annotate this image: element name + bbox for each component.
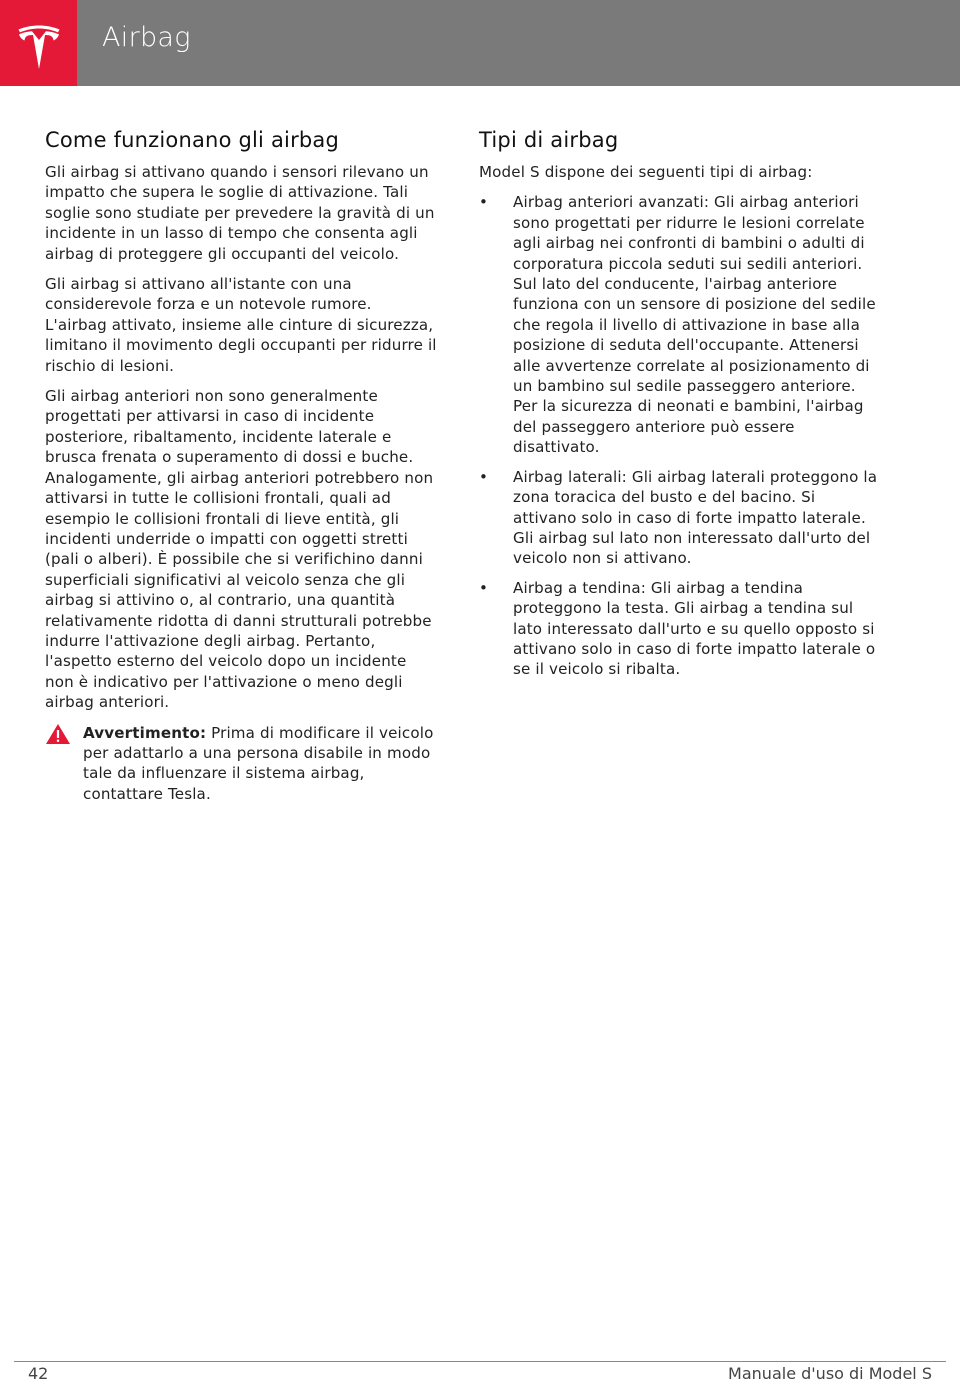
- tesla-logo-icon: [16, 17, 62, 69]
- warning-triangle-icon: [45, 723, 71, 745]
- footer-divider: [14, 1361, 946, 1362]
- tesla-logo: [0, 0, 77, 86]
- paragraph: Gli airbag si attivano all'istante con una considerevole forza e un notevole rumore. L'airbag attivato, insieme alle cinture di sicurezza, limitano il movimento degli occupanti per ridurre il rischio di lesioni.: [45, 275, 437, 375]
- bullet-icon: •: [479, 467, 489, 486]
- bullet-icon: •: [479, 578, 489, 597]
- warning-callout: [45, 723, 437, 805]
- intro-text: Model S dispone dei seguenti tipi di airbag:: [479, 163, 813, 181]
- list-item: • Airbag laterali: Gli airbag laterali proteggono la zona toracica del busto e del bacino. Si attivano solo in caso di forte impatto laterale. Gli airbag sul lato non interessato dall'urto del veicolo non si attivano.: [479, 467, 878, 568]
- paragraph: Gli airbag anteriori non sono generalmente progettati per attivarsi in caso di incidente posteriore, ribaltamento, incidente laterale e brusca frenata o superamento di dossi e buche. Analogamente, gli airbag anteriori potrebbero non attivarsi in tutte le collisioni frontali, quali ad esempio le collisioni frontali di lieve entità, gli incidenti underride o impatti con oggetti stretti (pali o alberi). È possibile che si verifichino danni superficiali significativi al veicolo senza che gli airbag si attivino o, al contrario, una quantità relativamente ridotta di danni strutturali potrebbe indurre l'attivazione degli airbag. Pertanto, l'aspetto esterno del veicolo dopo un incidente non è indicativo per l'attivazione o meno degli airbag anteriori.: [45, 387, 434, 712]
- section-heading-how-airbags-work: Come funzionano gli airbag: [45, 128, 340, 152]
- manual-title: Manuale d'uso di Model S: [728, 1364, 932, 1383]
- page-header: [0, 0, 960, 86]
- bullet-icon: •: [479, 193, 489, 212]
- paragraph: Gli airbag si attivano quando i sensori rilevano un impatto che supera le soglie di attivazione. Tali soglie sono studiate per prevedere la gravità di un incidente in un lasso di tempo che consenta agli airbag di proteggere gli occupanti del veicolo.: [45, 163, 435, 263]
- warning-label: Avvertimento:: [83, 723, 207, 742]
- left-column: [45, 128, 437, 804]
- right-column: [479, 128, 879, 689]
- list-item: • Airbag a tendina: Gli airbag a tendina proteggono la testa. Gli airbag a tendina sul lato interessato dall'urto e su quello opposto si attivano solo in caso di forte impatto laterale o se il veicolo si ribalta.: [479, 578, 876, 679]
- warning-text: [83, 723, 437, 805]
- list-item: • Airbag anteriori avanzati: Gli airbag anteriori sono progettati per ridurre le lesioni correlate agli airbag nei confronti di bambini o adulti di corporatura piccola seduti sui sedili anteriori. Sul lato del conducente, l'airbag anteriore funziona con un sensore di posizione del sedile che regola il livello di attivazione in base alla posizione di seduta dell'occupante. Attenersi alle avvertenze correlate al posizionamento di un bambino sul sedile passeggero anteriore. Per la sicurezza di neonati e bambini, l'airbag del passeggero anteriore può essere disattivato.: [479, 193, 876, 457]
- page-number: 42: [28, 1364, 49, 1383]
- warning-body: Prima di modificare il veicolo per adattarlo a una persona disabile in modo tale da influenzare il sistema airbag, contattare Tesla.: [83, 723, 434, 803]
- section-heading-airbag-types: Tipi di airbag: [479, 128, 619, 152]
- page-title: Airbag: [102, 22, 191, 53]
- airbag-types-list: [479, 192, 879, 679]
